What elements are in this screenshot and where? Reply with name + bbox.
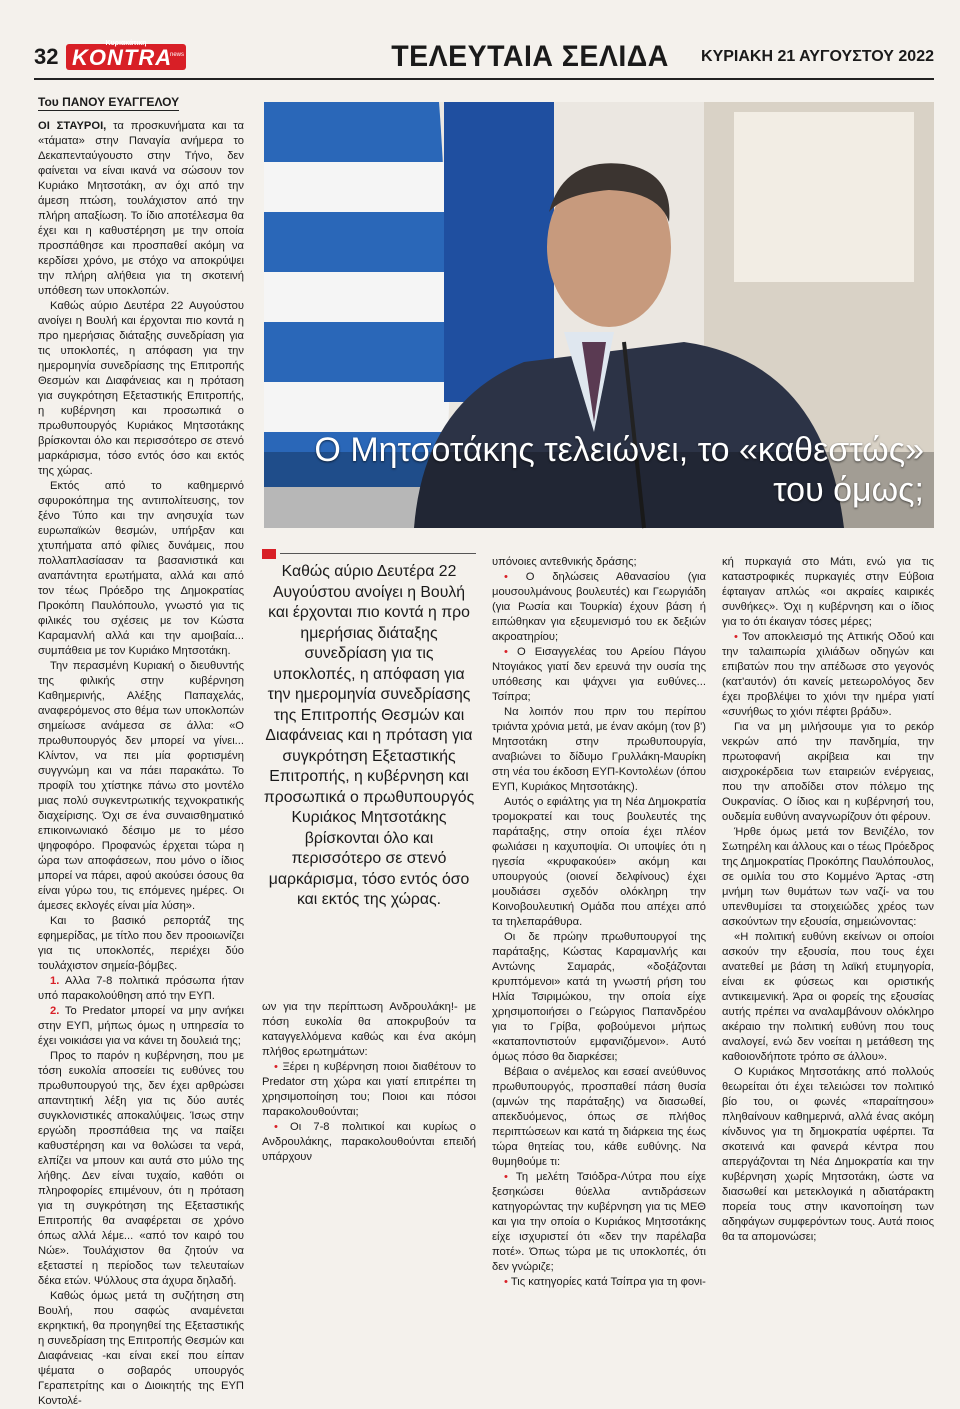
pull-quote: Καθώς αύριο Δευτέρα 22 Αυγούστου ανοίγει η Βουλή και έρχονται πιο κοντά η προ ημερήσιας διάταξης συνεδρίαση για τις υποκλοπές, η απόφαση για την ημερομηνία συνεδρίασης της Επιτροπής Θεσμών και Διαφάνειας και η πρόταση για συγκρότηση Εξεταστικής Επιτροπής, η κυβέρνηση και προσωπικά ο πρωθυπουργός Κυριάκος Μητσοτάκης βρίσκονται όλο και περισσότερο σε στενό μαρκάρισμα, τόσο εντός όσο και εκτός της χώρας.	[263, 563, 475, 908]
paragraph: Το Predator μπορεί να μην ανήκει στην ΕΥΠ, μήπως όμως η υπηρεσία το έχει νοικιάσει για να κάνει τη δουλειά της;	[38, 1005, 245, 1047]
logo-wordmark: KONTRA	[72, 45, 173, 70]
paragraph: Προς το παρόν η κυβέρνηση, που με τόση ευκολία αποσείει τις ευθύνες του πρωθυπουργού της, δεν έχει αρθρώσει απαντητική λέξη για τις δύο αυτές συγκλονιστικές αποκαλύψεις. Ίσως στην εργώδη προσπάθεια της να παίξει καθυστέρηση και να θολώσει τα νερά, ελπίζει να μπουν και αυτά στο μύλο της λήθης. Δεν είναι τυχαίο, καθότι οι πληροφορίες επιμένουν, ότι η πρόταση για τη συγκρότηση της Εξεταστικής Επιτροπής θα αναφέρεται σε χρόνο όπως αλλά λέμε... «από τον καιρό του Νώε». Τουλάχιστον θα ζητούν να εξεταστεί η περίοδος των τελευταίων δέκα ετών. Ψύλλους στα άχυρα δηλαδή.	[38, 1050, 244, 1287]
paragraph: Ο δηλώσεις Αθανασίου (για μουσουλμάνους βουλευτές) και Γεωργιάδη (για Ρωσία και Τουρκία) έχουν βάση ή ειπώθηκαν για εξευμενισμό του εκ δεξιών ακροατηρίου;	[492, 571, 706, 643]
paragraph: Ήρθε όμως μετά τον Βενιζέλο, τον Σωτηρέλη και άλλους και ο τέως Πρόεδρος της Δημοκρατίας Προκόπης Παυλόπουλος, σε ομιλία του στο Κομμένο Άρτας -στη μνήμη των θυμάτων των ναζί- να του υπενθυμίσει τα στοιχειώδες χρέος των ασκούντων την εξουσία, σημειώνοντας:	[722, 826, 935, 928]
paragraph: Καθώς αύριο Δευτέρα 22 Αυγούστου ανοίγει η Βουλή και έρχονται πιο κοντά η προ ημερήσιας διάταξης συνεδρίαση για τις υποκλοπές, η απόφαση για την ημερομηνία συνεδρίασης της Επιτροπής Θεσμών και Διαφάνειας και η πρόταση για συγκρότηση Εξεταστικής Επιτροπής, η κυβέρνηση και προσωπικά ο πρωθυπουργός Κυριάκος Μητσοτάκης βρίσκονται όλο και περισσότερο σε στενό μαρκάρισμα, τόσο εντός όσο και εκτός της χώρας.	[38, 300, 244, 477]
paragraph: Τον αποκλεισμό της Αττικής Οδού και την ταλαιπωρία χιλιάδων οδηγών και επιβατών που την απέδωσε στο γεγονός (κατ'αυτόν) ότι κανείς μετεωρολόγος δεν έχει προβλέψει το χιόνι την ημέρα γιατί «συνήθως το χιόνι πέφτει βράδυ».	[722, 631, 934, 718]
kontra-logo	[66, 40, 186, 70]
page-header	[34, 40, 934, 76]
lead-photo	[264, 102, 934, 528]
logo-news: news	[169, 52, 184, 58]
bullet-icon: •	[504, 571, 508, 583]
paragraph: τα προσκυνήματα και τα «τάματα» στην Παναγία ανήμερα το Δεκαπενταύγουστο στην Τήνο, δεν φαίνεται να είναι ικανά να σώσουν τον Κυριάκο Μητσοτάκη, αν όχι από την άμεση πτώση, τουλάχιστον από την πλήρη απαξίωση. Το ίδιο αποτέλεσμα θα έχει και η καθυστέρηση με την οποία προσπάθησε και προσπαθεί ακόμη να κερδίσει χρόνο, με στόχο να αποκρύψει την πλήρη αλήθεια για τη σκοτεινή υπόθεση των υποκλοπών.	[38, 120, 245, 297]
paragraph: Ξέρει η κυβέρνηση ποιοι διαθέτουν το Predator στη χώρα και γιατί επιτρέπει τη χρησιμοποίηση του; Ποιοι και πόσοι παρακολουθούνται;	[262, 1061, 476, 1118]
item-number: 1.	[50, 975, 60, 987]
paragraph: Την περασμένη Κυριακή ο διευθυντής της φιλικής στην κυβέρνηση Καθημερινής, Αλέξης Παπαχελάς, αναφερόμενος στο θέμα των υποκλοπών σημείωσε ανάμεσα σε άλλα: «Ο πρωθυπουργός δεν μπορεί να γίνει... Κλίντον, να πει μία φορτισμένη συγγνώμη και να πάει παρακάτω. Το προφίλ του χτίστηκε πάνω στο μοντέλο μιας πολύ συγκεντρωτικής τεχνοκρατικής διαχείρισης. Όχι σε ένα συναισθηματικό επικοινωνιακό δέσιμο με το μέσο ψηφοφόρο. Προφανώς έρχεται τώρα η ώρα των αποφάσεων, που μόνο ο ίδιος μπορεί να πάρει, αφού ακούσει όσους θα είναι γύρω του, τις επόμενες ημέρες. Οι άμεσες εκλογές είναι μία λύση».	[38, 660, 244, 912]
paragraph: Εκτός από το καθημερινό σφυροκόπημα της αντιπολίτευσης, τον ξένο Τύπο και την ανησυχία των ευρωπαϊκών θεσμών, υπήρξαν και χτυπήματα από φίλιες δυνάμεις, που πολλαπλασίασαν τα βασανιστικά και αναπάντητα ερωτήματα, αλλά και από τον τέως Πρόεδρο της Δημοκρατίας Προκόπη Παυλόπουλο, γνωστό για τις φιλικές του σχέσεις με τον Κώστα Καραμανλή αλλά και την αμοιβαία... συμπάθεια με τον Κυριάκο Μητσοτάκη.	[38, 480, 244, 657]
bullet-icon: •	[504, 646, 508, 658]
pull-quote-marker	[262, 549, 276, 559]
issue-date: ΚΥΡΙΑΚΗ 21 ΑΥΓΟΥΣΤΟΥ 2022	[701, 48, 934, 65]
bullet-icon: •	[504, 1171, 508, 1183]
paragraph: Τις κατηγορίες κατά Τσίπρα για τη φονι-	[510, 1276, 706, 1288]
lead-word: ΟΙ ΣΤΑΥΡΟΙ,	[38, 120, 107, 132]
paragraph: Και το βασικό ρεπορτάζ της εφημερίδας, με τίτλο που δεν προοιωνίζει για τις υποκλοπές, περιέχει δύο τουλάχιστον σημεία-βόμβες.	[38, 915, 244, 972]
paragraph: Οι δε πρώην πρωθυπουργοί της παράταξης, Κώστας Καραμανλής και Αντώνης Σαμαράς, «δοξάζονται κρυπτόμενοι» κατά τη γνωστή ρήση του Ηλία Τσιριμώκου, την οποία είχε χρησιμοποιήσει ο Γεώργιος Παπανδρέου για το Γρίβα, φοβούμενοι μήπως «καταποντιστούν εμφανιζόμενοι». Αυτό όμως πόσο θα διαρκέσει;	[492, 931, 706, 1063]
article-column-3	[492, 555, 707, 1288]
paragraph: ων για την περίπτωση Ανδρουλάκη!- με πόση ευκολία θα αποκρυβούν τα καταγγελλόμενα καθώς και ένα ακόμη πλήθος ερωτημάτων:	[262, 1001, 476, 1058]
paragraph: «Η πολιτική ευθύνη εκείνων οι οποίοι ασκούν την εξουσία, που τους έχει ανατεθεί με βάση τη λαϊκή ετυμηγορία, είναι εκ φύσεως και οριστικής αντικειμενική. Άρα οι φορείς της εξουσίας αυτής πρέπει να αναλαμβάνουν ολόκληρο ακέραιο την πολιτική ευθύνη που τους αναλογεί, ενώ δεν νοείται η μετάθεση της καθοιονδήποτε τρόπο σε άλλου».	[722, 931, 934, 1063]
pull-quote-rule	[280, 553, 476, 554]
bullet-icon: •	[734, 631, 738, 643]
logo-kicker: Κυριακάτικη	[105, 40, 147, 47]
paragraph: Αλλα 7-8 πολιτικά πρόσωπα ήταν υπό παρακολούθηση από την ΕΥΠ.	[38, 975, 244, 1002]
page-number: 32	[34, 44, 59, 69]
paragraph: υπόνοιες αντεθνικής δράσης;	[492, 556, 637, 568]
paragraph: Για να μη μιλήσουμε για το ρεκόρ νεκρών από την πανδημία, την πρωτοφανή ακρίβεια και την αισχροκέρδεια των εταιρειών ενέργειας, που την αποδίδει στον πόλεμο της Ουκρανίας. Ο ίδιος και η κυβέρνησή του, ουδεμία ευθύνη αναγνωρίζουν ότι φέρουν.	[722, 721, 934, 823]
paragraph: Ο Εισαγγελέας του Αρείου Πάγου Ντογιάκος γιατί δεν ερευνά την ουσία της υπόθεσης και ψάχνει για ευθύνες... Τσίπρα;	[492, 646, 706, 703]
headline: Ο Μητσοτάκης τελειώνει, το «καθεστώς» του όμως;	[314, 431, 924, 509]
paragraph: κή πυρκαγιά στο Μάτι, ενώ για τις καταστροφικές πυρκαγιές στην Εύβοια έφταιγαν απλώς «οι ακραίες καιρικές συνθήκες». Όχι η κυβέρνηση και ο ίδιος για το ότι έκαιγαν τόσες μέρες;	[722, 556, 934, 628]
bullet-icon: •	[274, 1121, 278, 1133]
paragraph: Καθώς όμως μετά τη συζήτηση στη Βουλή, που σαφώς αναμένεται εκρηκτική, θα προηγηθεί της Εξεταστικής η συνεδρίαση της Επιτροπής Θεσμών και Διαφάνειας -και είναι εκεί που είπαν ψέματα ο σοβαρός υπουργός Γεραπετρίτης και ο Διοικητής της ΕΥΠ Κοντολέ-	[38, 1290, 244, 1407]
paragraph: Τη μελέτη Τσιόδρα-Λύτρα που είχε ξεσηκώσει θύελλα αντιδράσεων κατηγορώντας την κυβέρνηση για τις ΜΕΘ και για την οποία ο Κυριάκος Μητσοτάκης είχε ισχυριστεί ότι «δεν την παρέλαβα ποτέ». Όπως τώρα με τις υποκλοπές, ότι δεν γνώριζε;	[492, 1171, 707, 1273]
bullet-icon: •	[504, 1276, 508, 1288]
byline: Του ΠΑΝΟΥ ΕΥΑΓΓΕΛΟΥ	[38, 95, 180, 109]
article-column-4	[722, 555, 935, 1243]
paragraph: Να λοιπόν που πριν του περίπου τριάντα χρόνια μετά, με έναν ακόμη (τον β') Μητσοτάκη στην πρωθυπουργία, αναβιώνει το δίδυμο Γρυλλάκη-Μαυρίκη στη νέα του έκδοση ΕΥΠ-Κοντολέων (όπου ΕΥΠ, Κυριάκος Μητσοτάκης).	[492, 706, 706, 793]
paragraph: Ο Κυριάκος Μητσοτάκης από πολλούς θεωρείται ότι έχει τελειώσει τον πολιτικό βίο του, οι φωνές «παραίτησου» πληθαίνουν καθημερινά, αλλά ένας ακόμη κίνδυνος για τη δημοκρατία υφέρπει. Τα σκοτεινά και φανερά κέντρα που απεργάζονται τη Νέα Δημοκρατία και την κυβέρνηση χωρίς Μητσοτάκη, ώστε να διασωθεί και μετεκλογικά η αδιατάρακτη πορεία τους στην ικανοποίηση των αδηφάγων συμφερόντων τους. Αυτά ποιος θα τα απομονώσει;	[722, 1066, 934, 1243]
item-number: 2.	[50, 1005, 60, 1017]
header-rule	[34, 78, 934, 80]
article-column-1	[38, 119, 245, 1407]
paragraph: Βέβαια ο ανέμελος και εσαεί ανεύθυνος πρωθυπουργός, προσπαθεί πάση θυσία (αμνών της παράταξης) να διασωθεί, απεκδυόμενος, όπως σε πλήθος περιπτώσεων και κατά τη διάρκεια της έως τώρα θητείας του, κάθε ευθύνης. Να θυμηθούμε τι:	[492, 1066, 706, 1168]
bullet-icon: •	[274, 1061, 278, 1073]
article-column-2	[262, 1000, 477, 1163]
section-title: ΤΕΛΕΥΤΑΙΑ ΣΕΛΙΔΑ	[391, 40, 669, 73]
paragraph: Οι 7-8 πολιτικοί και κυρίως ο Ανδρουλάκης, παρακολουθούνται επειδή υπάρχουν	[262, 1121, 477, 1163]
paragraph: Αυτός ο εφιάλτης για τη Νέα Δημοκρατία τρομοκρατεί και τους βουλευτές της παράταξης, στην οποία έχει πλέον φωλιάσει η καχυποψία. Οι υποψίες ότι η ηγεσία «κρυφακούει» ακόμη και υπουργούς (οιονεί δελφίνους) έχει μουδιάσει σχεδόν ολόκληρη την Κοινοβουλευτική Ομάδα που απέχει από τα τηλεπαράθυρα.	[492, 796, 706, 928]
